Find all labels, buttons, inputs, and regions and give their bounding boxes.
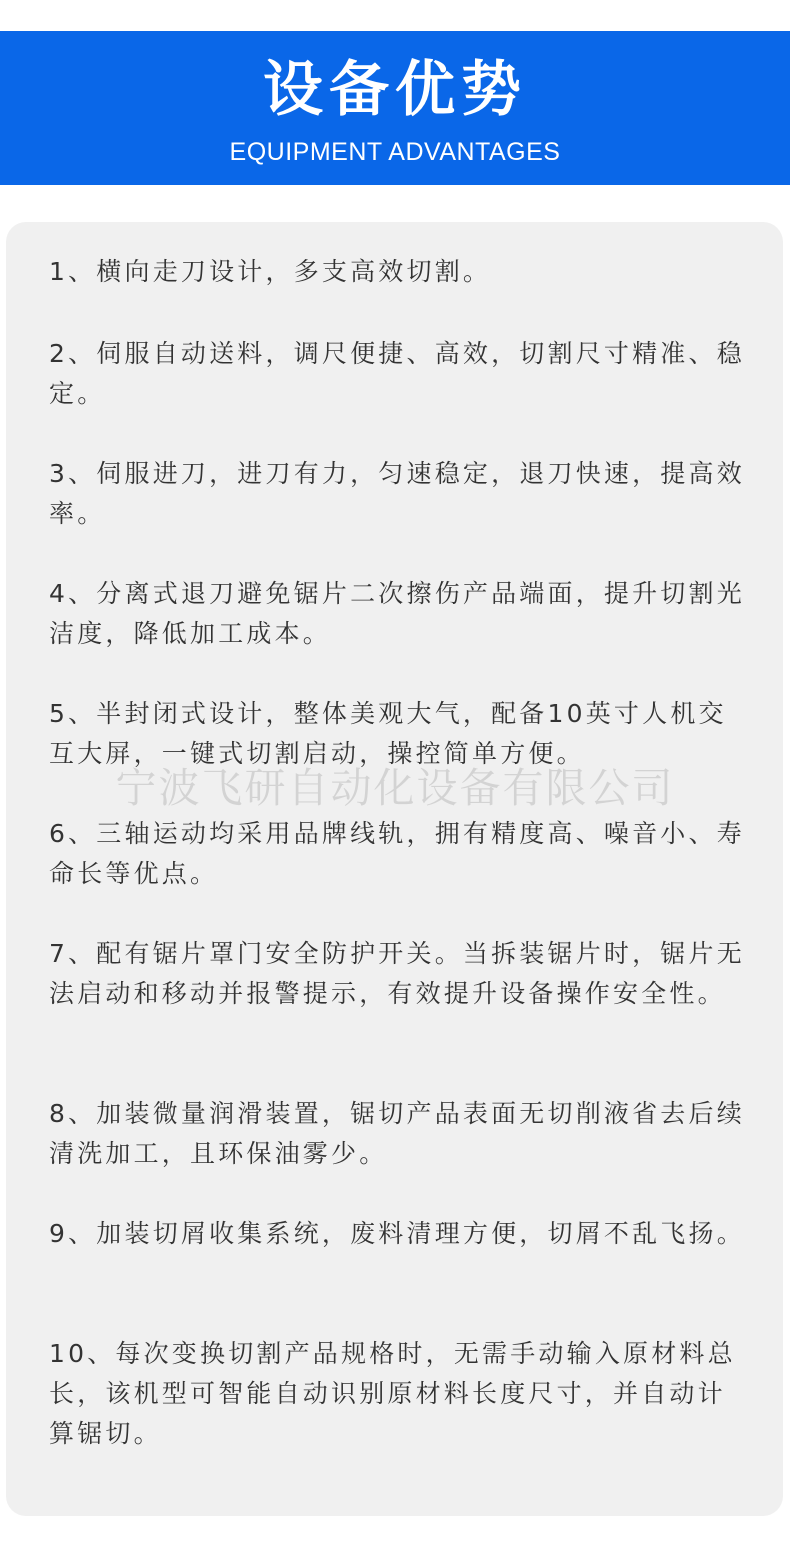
advantage-item-4: 4、分离式退刀避免锯片二次擦伤产品端面，提升切割光洁度，降低加工成本。 [49, 579, 745, 648]
advantage-item-10: 10、每次变换切割产品规格时，无需手动输入原材料总长，该机型可智能自动识别原材料长度尺寸，并自动计算锯切。 [49, 1339, 736, 1448]
advantage-item-7: 7、配有锯片罩门安全防护开关。当拆装锯片时，锯片无法启动和移动并报警提示，有效提升设备操作安全性。 [49, 939, 745, 1008]
page-subtitle: EQUIPMENT ADVANTAGES [229, 138, 561, 166]
advantage-item-3: 3、伺服进刀，进刀有力，匀速稳定，退刀快速，提高效率。 [49, 459, 745, 528]
advantage-item-5: 5、半封闭式设计，整体美观大气，配备10英寸人机交互大屏，一键式切割启动，操控简单方便。 [49, 699, 727, 768]
advantage-item-9: 9、加装切屑收集系统，废料清理方便，切屑不乱飞扬。 [49, 1219, 745, 1248]
company-watermark: 宁波飞研自动化设备有限公司 [115, 764, 675, 812]
advantage-item-2: 2、伺服自动送料，调尺便捷、高效，切割尺寸精准、稳定。 [49, 339, 745, 408]
advantage-item-8: 8、加装微量润滑装置，锯切产品表面无切削液省去后续清洗加工，且环保油雾少。 [49, 1099, 745, 1168]
advantage-item-6: 6、三轴运动均采用品牌线轨，拥有精度高、噪音小、寿命长等优点。 [49, 819, 745, 888]
advantage-item-1: 1、横向走刀设计，多支高效切割。 [49, 257, 492, 286]
page-title: 设备优势 [263, 55, 527, 125]
